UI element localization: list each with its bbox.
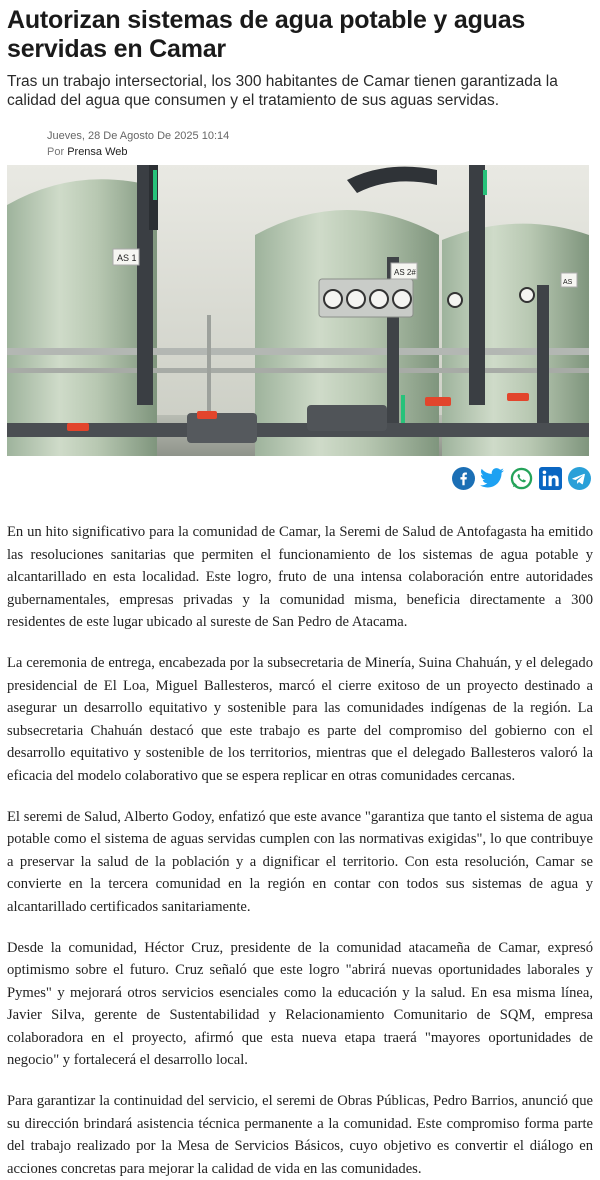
article-meta	[7, 128, 593, 160]
paragraph: Para garantizar la continuidad del servicio, el seremi de Obras Públicas, Pedro Barrios, anunció que su dirección brindará asistencia técnica permanente a la comunidad. Este compromiso forma parte del trabajo realizado por la Mesa de Servicios Básicos, cuyo objetivo es convertir el diálogo en acciones concretas para mejorar la calidad de vida en las comunidades.	[7, 1093, 593, 1177]
linkedin-icon[interactable]	[538, 466, 562, 490]
facebook-icon[interactable]	[451, 466, 475, 490]
paragraph: Desde la comunidad, Héctor Cruz, presidente de la comunidad atacameña de Camar, expresó optimismo sobre el futuro. Cruz señaló que este logro "abrirá nuevas oportunidades laborales y Pymes" y mejorará otros servicios esenciales como la educación y la salud. En esa misma línea, Javier Silva, gerente de Sustentabilidad y Relacionamiento Comunitario de SQM, empresa colaboradora en el proyecto, afirmó que esta nueva etapa traerá "mayores oportunidades de negocio" y fortalecerá el desarrollo local.	[7, 939, 593, 1069]
paragraph: En un hito significativo para la comunidad de Camar, la Seremi de Salud de Antofagasta ha emitido las resoluciones sanitarias que permiten el funcionamiento de los sistemas de agua potable y alcantarillado en esta localidad. Este logro, fruto de una intensa colaboración entre autoridades gubernamentales, empresas privadas y la comunidad misma, beneficia directamente a 300 residentes de este lugar ubicado al sureste de San Pedro de Atacama.	[7, 524, 593, 631]
paragraph: La ceremonia de entrega, encabezada por la subsecretaria de Minería, Suina Chahuán, y el delegado presidencial de El Loa, Miguel Ballesteros, marcó el cierre exitoso de un proyecto destinado a asegurar un desarrollo equitativo y sostenible para las comunidades indígenas de la región. La subsecretaria Chahuán destacó que este trabajo es parte del compromiso del gobierno con el desarrollo equitativo y sostenible de los territorios, mientras que el delegado Ballesteros valoró la eficacia del modelo colaborativo que se espera replicar en otras comunidades cercanas.	[7, 654, 593, 784]
article-body	[7, 521, 593, 1180]
paragraph: El seremi de Salud, Alberto Godoy, enfatizó que este avance "garantiza que tanto el sistema de agua potable como el sistema de aguas servidas cumplen con las normativas exigidas", lo que contribuye a preservar la salud de la población y a dignificar el territorio. Con esta resolución, Camar se convierte en la tercera comunidad en la región en contar con todos sus sistemas de agua y alcantarillado certificados sanitariamente.	[7, 808, 593, 915]
telegram-icon[interactable]	[567, 466, 591, 490]
tank-label-3: AS	[563, 279, 573, 286]
subtitle: Tras un trabajo intersectorial, los 300 habitantes de Camar tienen garantizada la calidad del agua que consumen y el tratamiento de sus aguas servidas.	[7, 73, 558, 109]
article-photo	[7, 165, 589, 456]
water-treatment-photo	[7, 165, 589, 456]
publish-date: Jueves, 28 De Agosto De 2025 10:14	[47, 130, 230, 142]
whatsapp-icon[interactable]	[509, 466, 533, 490]
byline	[47, 144, 593, 160]
tank-label-1: AS 1	[117, 253, 137, 263]
author-link[interactable]: Prensa Web	[67, 146, 128, 158]
twitter-icon[interactable]	[480, 466, 504, 490]
tank-label-2: AS 2#	[394, 268, 416, 277]
headline: Autorizan sistemas de agua potable y aguas servidas en Camar	[7, 6, 526, 63]
share-bar	[7, 466, 591, 490]
byline-prefix: Por	[47, 146, 65, 158]
